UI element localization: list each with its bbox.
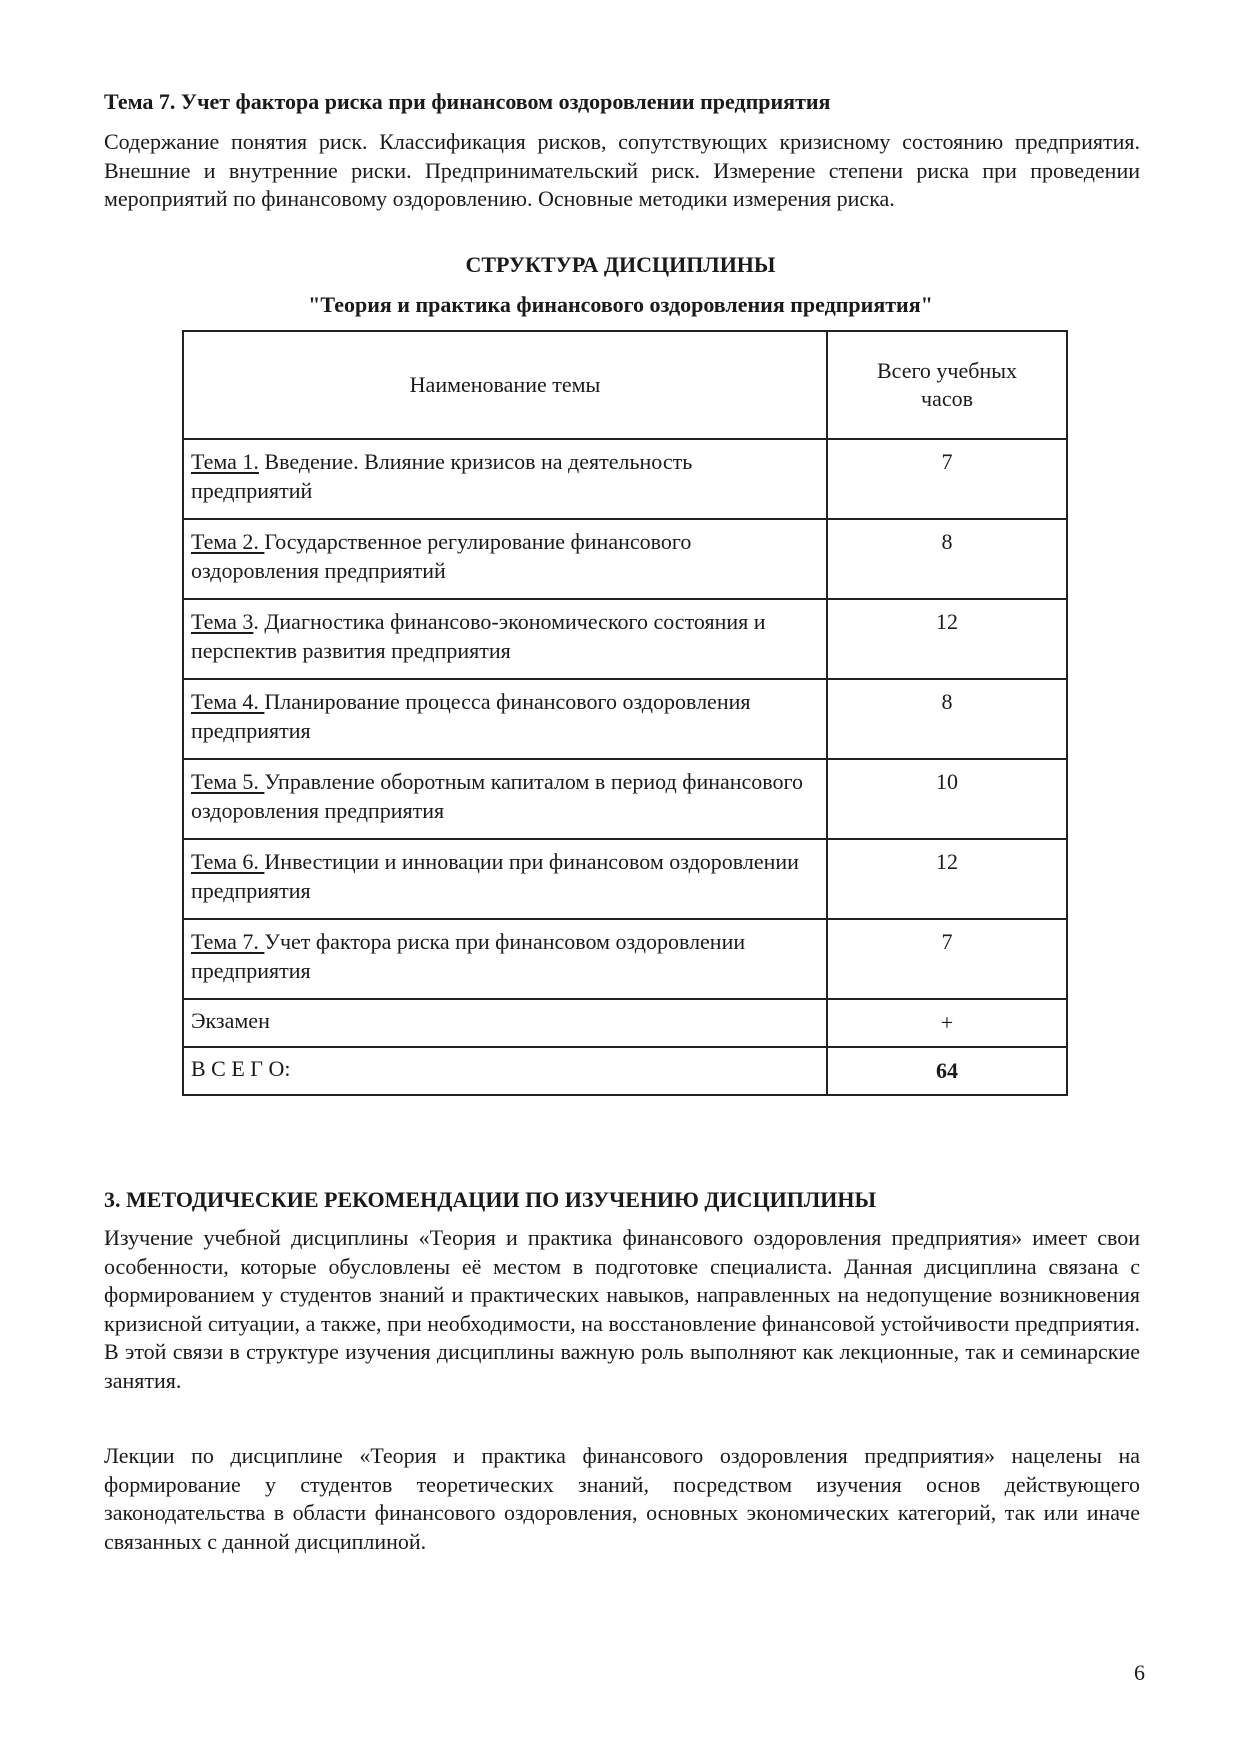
topic-title: Учет фактора риска при финансовом оздоровлении предприятия (191, 929, 746, 983)
topic-hours: 7 (827, 919, 1067, 999)
table-row (183, 759, 1067, 839)
page-number: 6 (1134, 1660, 1145, 1685)
exam-label: Экзамен (183, 999, 827, 1047)
section3-heading: 3. МЕТОДИЧЕСКИЕ РЕКОМЕНДАЦИИ ПО ИЗУЧЕНИЮ ДИСЦИПЛИНЫ (104, 1187, 877, 1212)
topic-title: Государственное регулирование финансового оздоровления предприятий (191, 529, 692, 583)
topic-number: Тема 2. (191, 529, 265, 554)
section3-paragraph-1: Изучение учебной дисциплины «Теория и практика финансового оздоровления предприятия» имеет свои особенности, которые обусловлены её местом в подготовке специалиста. Данная дисциплина связана с формированием у студентов знаний и практических навыков, направленных на недопущение возникновения кризисной ситуации, а также, при необходимости, на восстановление финансовой устойчивости предприятия. В этой связи в структуре изучения дисциплины важную роль выполняют как лекционные, так и семинарские занятия. (104, 1225, 1140, 1393)
topic7-heading: Тема 7. Учет фактора риска при финансовом оздоровлении предприятия (104, 89, 831, 114)
topic-hours: 12 (827, 839, 1067, 919)
topic-title: Введение. Влияние кризисов на деятельность предприятий (191, 449, 693, 503)
topic-number: Тема 3 (191, 609, 254, 634)
topic-hours: 7 (827, 439, 1067, 519)
topic-number: Тема 4. (191, 689, 265, 714)
exam-value: + (827, 999, 1067, 1047)
table-body (183, 439, 1067, 999)
topic-hours: 12 (827, 599, 1067, 679)
topic-hours: 8 (827, 679, 1067, 759)
topic-name-cell (183, 519, 827, 599)
topic-title: Управление оборотным капиталом в период финансового оздоровления предприятия (191, 769, 804, 823)
header-total-hours: Всего учебных часов (827, 331, 1067, 439)
topic-hours: 8 (827, 519, 1067, 599)
table-row (183, 919, 1067, 999)
table-row (183, 839, 1067, 919)
table-row (183, 519, 1067, 599)
topic-hours: 10 (827, 759, 1067, 839)
table-row (183, 439, 1067, 519)
topic-number: Тема 1. (191, 449, 259, 474)
total-label: В С Е Г О: (183, 1047, 827, 1095)
topic-name-cell (183, 599, 827, 679)
structure-table (182, 330, 1068, 1096)
topic-title: Инвестиции и инновации при финансовом оздоровлении предприятия (191, 849, 799, 903)
topic-name-cell (183, 759, 827, 839)
structure-subtitle: "Теория и практика финансового оздоровления предприятия" (308, 292, 933, 317)
total-value: 64 (827, 1047, 1067, 1095)
topic-name-cell (183, 439, 827, 519)
topic-title: . Диагностика финансово-экономического состояния и перспектив развития предприятия (191, 609, 766, 663)
section3-paragraph-2: Лекции по дисциплине «Теория и практика финансового оздоровления предприятия» нацелены на формирование у студентов теоретических знаний, посредством изучения основ действующего законодательства в области финансового оздоровления, основных экономических категорий, так или иначе связанных с данной дисциплиной. (104, 1443, 1140, 1554)
topic-number: Тема 5. (191, 769, 265, 794)
topic-number: Тема 7. (191, 929, 265, 954)
topic7-text: Содержание понятия риск. Классификация рисков, сопутствующих кризисному состоянию предприятия. Внешние и внутренние риски. Предпринимательский риск. Измерение степени риска при проведении мероприятий по финансовому оздоровлению. Основные методики измерения риска. (104, 129, 1140, 211)
topic-name-cell (183, 679, 827, 759)
table-row-total (183, 1047, 1067, 1095)
topic-number: Тема 6. (191, 849, 265, 874)
table-row (183, 679, 1067, 759)
topic-name-cell (183, 919, 827, 999)
table-row-exam (183, 999, 1067, 1047)
topic-title: Планирование процесса финансового оздоровления предприятия (191, 689, 751, 743)
table-header-row (183, 331, 1067, 439)
structure-title: СТРУКТУРА ДИСЦИПЛИНЫ (465, 252, 776, 277)
table-row (183, 599, 1067, 679)
header-topic-name: Наименование темы (183, 331, 827, 439)
topic-name-cell (183, 839, 827, 919)
